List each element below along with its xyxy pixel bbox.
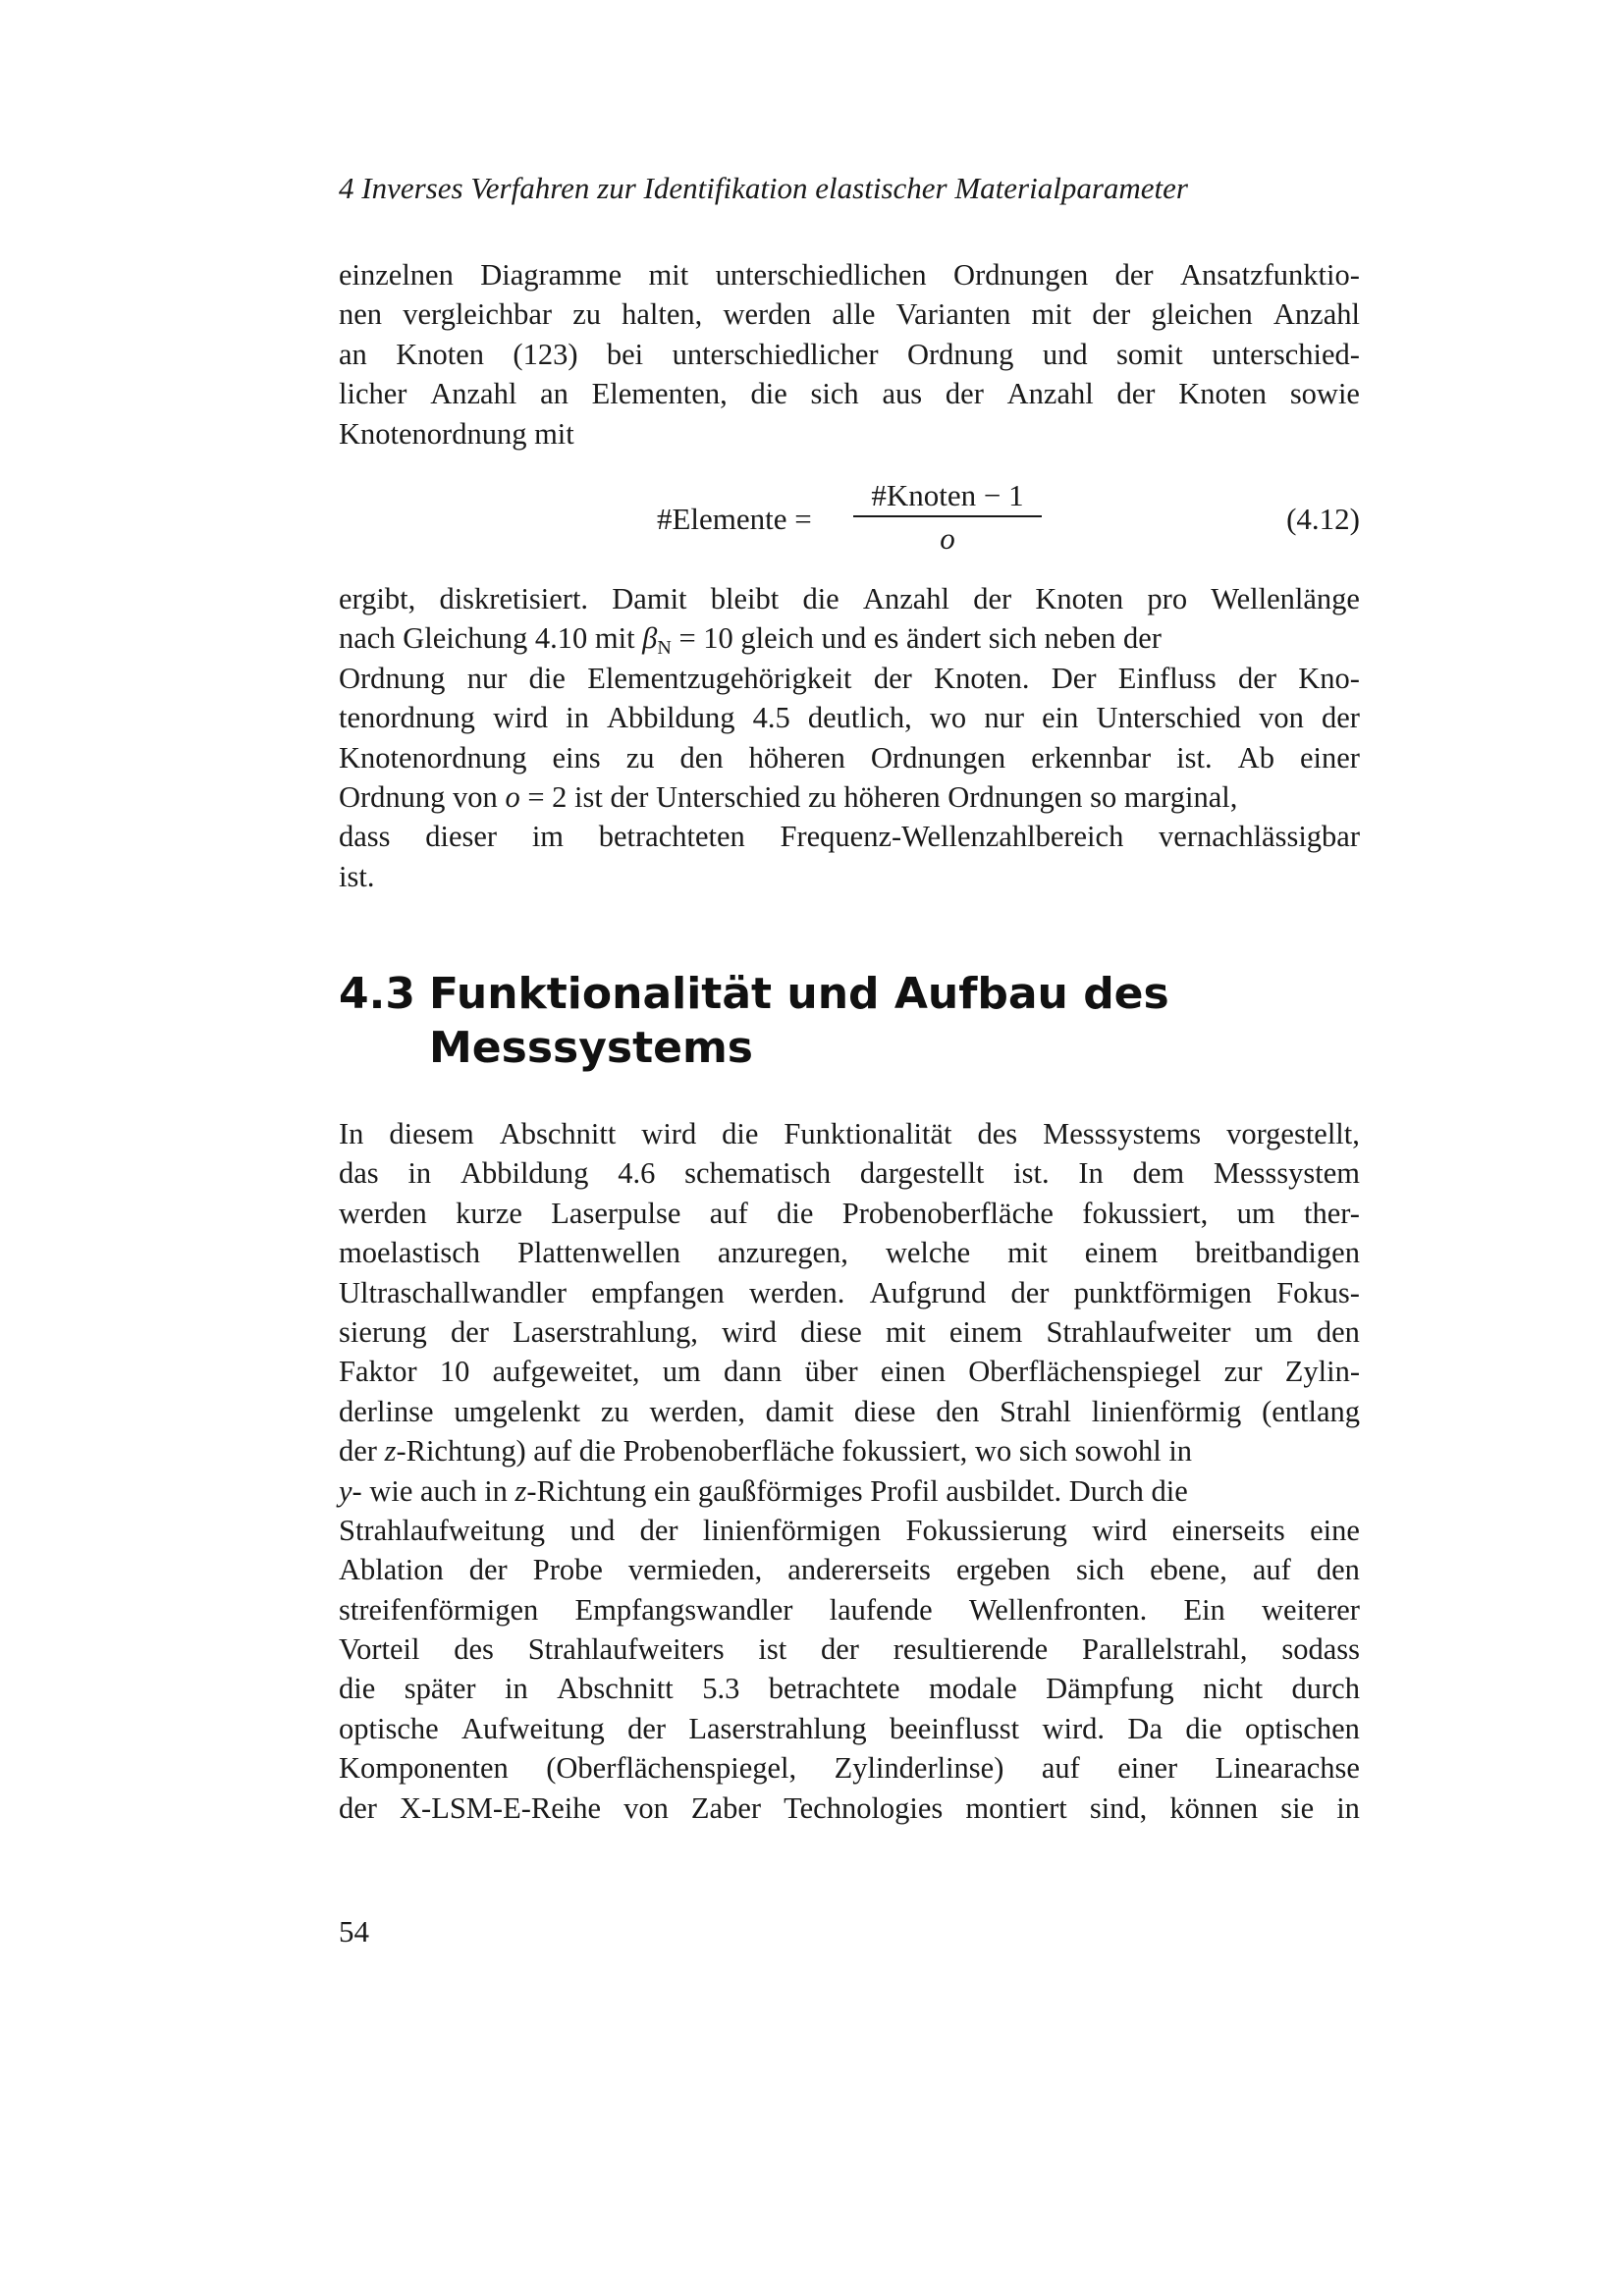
text-line bbox=[339, 1471, 1360, 1511]
text-line: moelastisch Plattenwellen anzuregen, welche mit einem breitbandigen bbox=[339, 1236, 1360, 1270]
text-line: an Knoten (123) bei unterschiedlicher Ordnung und somit unterschied- bbox=[339, 337, 1360, 371]
equation-denominator: o bbox=[940, 521, 955, 556]
math-z: z bbox=[384, 1434, 397, 1468]
text-line: Strahlaufweitung und der linienförmigen Fokussierung wird einerseits eine bbox=[339, 1513, 1360, 1547]
text-line: derlinse umgelenkt zu werden, damit diese den Strahl linienförmig (entlang bbox=[339, 1394, 1360, 1428]
math-beta: $\beta_N$ bbox=[642, 621, 672, 660]
text-line: Vorteil des Strahlaufweiters ist der resultierende Parallelstrahl, sodass bbox=[339, 1632, 1360, 1667]
text-line: der X-LSM-E-Reihe von Zaber Technologies montiert sind, können sie in bbox=[339, 1790, 1360, 1825]
paragraph-1 bbox=[339, 255, 1360, 454]
text-line: ergibt, diskretisiert. Damit bleibt die Anzahl der Knoten pro Wellenlänge bbox=[339, 582, 1360, 615]
text-line: einzelnen Diagramme mit unterschiedlichen Ordnungen der Ansatzfunktio- bbox=[339, 258, 1360, 292]
text-line: licher Anzahl an Elementen, die sich aus der Anzahl der Knoten sowie bbox=[339, 377, 1360, 411]
math-o: o bbox=[505, 779, 520, 814]
text-line: streifenförmigen Empfangswandler laufende Wellenfronten. Ein weiterer bbox=[339, 1592, 1360, 1627]
text-line bbox=[339, 618, 1360, 658]
paragraph-2 bbox=[339, 579, 1360, 896]
text-line: In diesem Abschnitt wird die Funktionalität des Messsystems vorgestellt, bbox=[339, 1117, 1360, 1150]
text-run: der bbox=[339, 1434, 385, 1468]
equation-4-12 bbox=[339, 476, 1360, 564]
equation-lhs: #Elemente = bbox=[657, 502, 812, 536]
math-z: z bbox=[514, 1473, 527, 1508]
text-line: optische Aufweitung der Laserstrahlung beeinflusst wird. Da die optischen bbox=[339, 1711, 1360, 1745]
equation-number: (4.12) bbox=[1286, 502, 1360, 536]
text-run: Ordnung von bbox=[339, 779, 506, 814]
math-y: y bbox=[339, 1473, 352, 1508]
text-line: Ordnung nur die Elementzugehörigkeit der Knoten. Der Einfluss der Kno- bbox=[339, 661, 1360, 695]
text-line: ist. bbox=[339, 859, 375, 893]
text-line: tenordnung wird in Abbildung 4.5 deutlich, wo nur ein Unterschied von der bbox=[339, 701, 1360, 735]
running-header: 4 Inverses Verfahren zur Identifikation elastischer Materialparameter bbox=[339, 171, 1188, 205]
equation-fraction bbox=[851, 476, 1044, 561]
text-line: nen vergleichbar zu halten, werden alle Varianten mit der gleichen Anzahl bbox=[339, 297, 1360, 332]
text-line: die später in Abschnitt 5.3 betrachtete modale Dämpfung nicht durch bbox=[339, 1672, 1360, 1706]
text-line: Komponenten (Oberflächenspiegel, Zylinderlinse) auf einer Linearachse bbox=[339, 1751, 1360, 1786]
text-run: - wie auch in bbox=[352, 1473, 515, 1508]
page-number: 54 bbox=[339, 1914, 369, 1949]
section-title: Funktionalität und Aufbau des bbox=[429, 969, 1169, 1019]
text-line: Knotenordnung mit bbox=[339, 416, 574, 451]
text-run: = 10 gleich und es ändert sich neben der bbox=[671, 621, 1162, 656]
text-run: nach Gleichung 4.10 mit bbox=[339, 621, 643, 656]
text-run: -Richtung ein gaußförmiges Profil ausbildet. Durch die bbox=[526, 1473, 1188, 1508]
equation-numerator: #Knoten − 1 bbox=[871, 478, 1024, 512]
text-run: = 2 ist der Unterschied zu höheren Ordnungen so marginal, bbox=[519, 779, 1238, 814]
text-line: Ultraschallwandler empfangen werden. Aufgrund der punktförmigen Fokus- bbox=[339, 1275, 1360, 1309]
text-line: Faktor 10 aufgeweitet, um dann über einen Oberflächenspiegel zur Zylin- bbox=[339, 1355, 1360, 1389]
text-run: -Richtung) auf die Probenoberfläche fokussiert, wo sich sowohl in bbox=[396, 1434, 1193, 1468]
text-line: Ablation der Probe vermieden, andererseits ergeben sich ebene, auf den bbox=[339, 1553, 1360, 1587]
text-line: dass dieser im betrachteten Frequenz-Wellenzahlbereich vernachlässigbar bbox=[339, 820, 1360, 854]
text-line: sierung der Laserstrahlung, wird diese mit einem Strahlaufweiter um den bbox=[339, 1314, 1360, 1349]
text-line: Knotenordnung eins zu den höheren Ordnungen erkennbar ist. Ab einer bbox=[339, 740, 1360, 774]
section-title: Messsystems bbox=[429, 1023, 753, 1073]
text-line: das in Abbildung 4.6 schematisch dargestellt ist. In dem Messsystem bbox=[339, 1156, 1360, 1191]
text-line: werden kurze Laserpulse auf die Probenoberfläche fokussiert, um ther- bbox=[339, 1196, 1360, 1230]
paragraph-3 bbox=[339, 1114, 1360, 1828]
section-number: 4.3 bbox=[339, 969, 415, 1019]
text-line bbox=[339, 1431, 1360, 1470]
text-line bbox=[339, 777, 1360, 817]
